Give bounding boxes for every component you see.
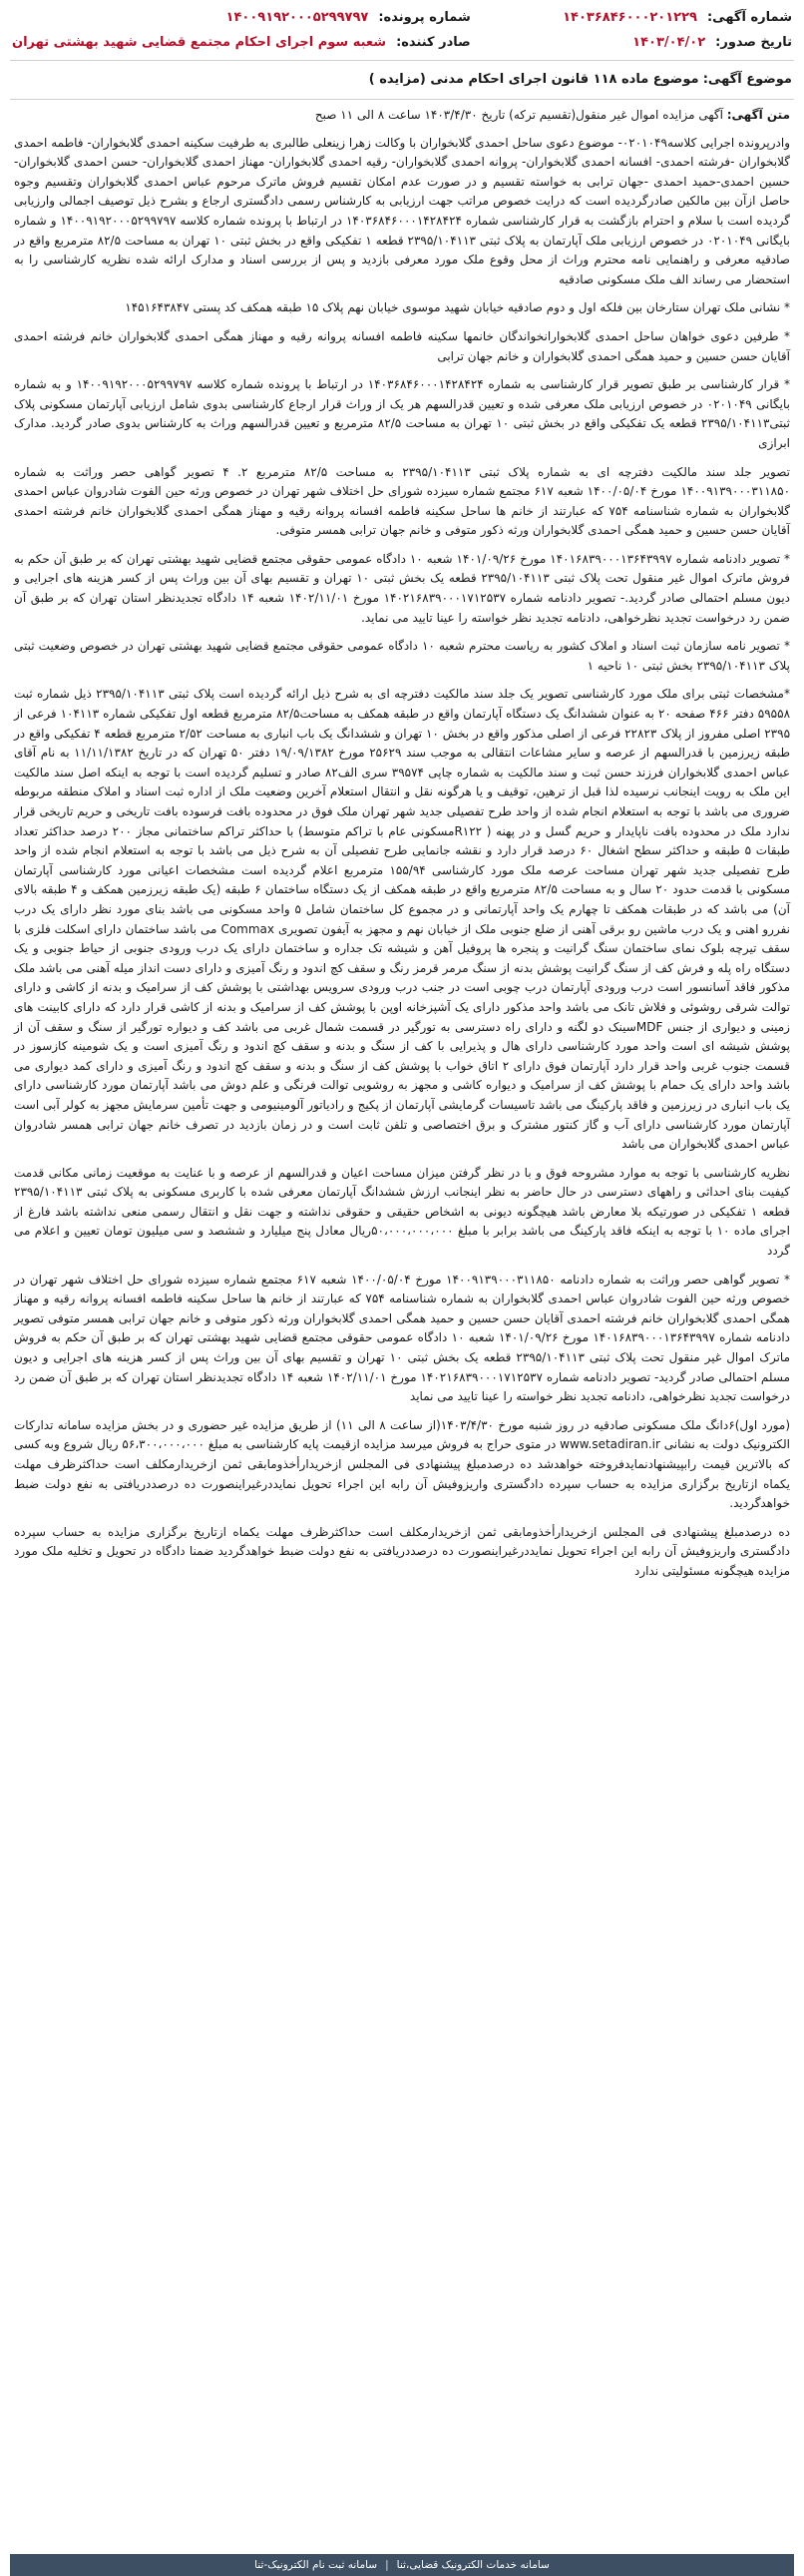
body-paragraph: * تصویر گواهی حصر وراثت به شماره دادنامه ۱۴۰۰۹۱۳۹۰۰۰۳۱۱۸۵۰ مورخ ۱۴۰۰/۰۵/۰۴ شعبه ۶۱۷ مجتمع شماره سیزده شورای حل اختلاف شهر تهران در خصوص ورثه حین الفوت شادروان عباس احمدی گلابخواران به شماره شناسنامه ۷۵۴ که عبارتند از خانم ها ساحل سکینه فاطمه افسانه پروانه رقیه و مهناز همگی احمدی گلابخواران خانم فرشته احمدی آقایان حسن حسین و حمید همگی احمدی گلابخواران ورثه ذکور متوفی و خانم جهان ترابی همسر متوفی تصویر دادنامه شماره ۱۴۰۱۶۸۳۹۰۰۰۱۳۶۴۳۹۹۷ مورخ ۱۴۰۱/۰۹/۲۶ شعبه ۱۰ دادگاه عمومی حقوقی مجتمع قضایی شهید بهشتی تهران که بر طبق آن حکم به فروش ماترک اموال غیر منقول تحت پلاک ثبتی ۲۳۹۵/۱۰۴۱۱۳ قطعه یک بخش ثبتی ۱۰ تهران و تقسیم بهای آن بین وراث پس از کسر هزینه های اجرایی و دیون مسلم احتمالی صادر گردید- تصویر دادنامه شماره ۱۴۰۲۱۶۸۳۹۰۰۰۱۷۱۲۵۳۷ مورخ ۱۴۰۲/۱۱/۰۱ شعبه ۱۴ دادگاه تجدیدنظر استان تهران که بر طبق آن ضمن رد درخواست تجدید نظرخواهی، دادنامه تجدید نظر خواسته را عینا تایید می نماید <box>14 1272 791 1404</box>
body-paragraph: ده درصدمبلغ پیشنهادی فی المجلس ازخریدارأخذومابقی ثمن ازخریدارمکلف است حداکثرظرف مهلت یکماه ازتاریخ برگزاری مزایده به حساب سپرده دادگستری واریزوفیش آن رابه این اجراء تحویل نمایددرغیراینصورت ده درصددریافتی به نفع دولت ضبط خواهدگردید ضمنا دادگاه در تحویل و تخلیه ملک مورد مزایده هیچگونه مسئولیتی ندارد <box>14 1524 790 1578</box>
notice-number-value: ۱۴۰۳۶۸۴۶۰۰۰۲۰۱۲۲۹ <box>563 10 697 25</box>
notice-subject <box>10 61 794 100</box>
issue-date-field <box>471 35 792 50</box>
body-lead <box>14 106 790 126</box>
body-lead-text: آگهی مزایده اموال غیر منقول(تقسیم ترکه) تاریخ ۱۴۰۳/۴/۳۰ ساعت ۸ الی ۱۱ صبح <box>314 108 723 122</box>
subject-text: موضوع ماده ۱۱۸ قانون اجرای احکام مدنی (مزایده ) <box>368 72 699 87</box>
body-paragraph: (مورد اول)۶دانگ ملک مسکونی صادقیه در روز شنبه مورخ ۱۴۰۳/۴/۳۰(از ساعت ۸ الی ۱۱) از طریق مزایده غیر حضوری و در بخش مزایده سامانه تدارکات الکترونیک دولت به نشانی www.setadiran.ir در متوی حراج به فروش میرسد مزایده ازقیمت پایه کارشناسی به مبلغ ۵۶،۳۰۰،۰۰۰،۰۰۰ ریال شروع وبه کسی که بالاترین قیمت رابپیشنهادنمایدفروخته خواهدشد ده درصدمبلغ پیشنهادی فی المجلس ازخریدارأخذومابقی ثمن ازخریدارمکلف است حداکثرظرف مهلت یکماه ازتاریخ برگزاری مزایده به حساب سپرده دادگستری واریزوفیش آن رابه این اجراء تحویل نمایددرغیراینصورت ده درصددریافتی به نفع دولت ضبط خواهدگردید. <box>14 1417 790 1511</box>
footer-link-sana-registration[interactable]: سامانه ثبت نام الکترونیک-ثنا <box>254 2559 378 2571</box>
body-paragraph: تصویر جلد سند مالکیت دفترچه ای به شماره پلاک ثبتی ۲۳۹۵/۱۰۴۱۱۳ به مساحت ۸۲/۵ مترمربع ۲. ۴ تصویر گواهی حصر وراثت به شماره ۱۴۰۰۹۱۳۹۰۰۰۳۱۱۸۵۰ مورخ ۱۴۰۰/۰۵/۰۴ شعبه ۶۱۷ مجتمع شماره سیزده شورای حل اختلاف شهر تهران در خصوص ورثه حین الفوت شادروان عباس احمدی گلابخواران به شماره شناسنامه ۷۵۴ که عبارتند از خانم ها ساحل سکینه فاطمه افسانه پروانه رقیه و مهناز همگی احمدی گلابخواران خانم فرشته احمدی آقایان حسن حسین و حمید همگی احمدی گلابخواران ورثه ذکور متوفی و خانم جهان ترابی همسر متوفی. <box>14 464 791 538</box>
subject-label: موضوع آگهی: <box>702 72 792 87</box>
issuer-label: صادر کننده: <box>396 35 471 50</box>
body-paragraph: * تصویر دادنامه شماره ۱۴۰۱۶۸۳۹۰۰۰۱۳۶۴۳۹۹۷ مورخ ۱۴۰۱/۰۹/۲۶ شعبه ۱۰ دادگاه عمومی حقوقی مجتمع قضایی شهید بهشتی تهران که بر طبق آن حکم به فروش ماترک اموال غیر منقول تحت پلاک ثبتی ۲۳۹۵/۱۰۴۱۱۳ قطعه یک بخش ثبتی ۱۰ تهران و تقسیم بهای آن بین وراث پس از کسر هزینه های اجرایی و دیون مسلم احتمالی صادر گردید.- تصویر دادنامه شماره ۱۴۰۲۱۶۸۳۹۰۰۰۱۷۱۲۵۳۷ مورخ ۱۴۰۲/۱۱/۰۱ شعبه ۱۴ دادگاه تجدیدنظر استان تهران که بر طبق آن ضمن رد درخواست تجدید نظرخواهی، دادنامه تجدید نظر خواسته را عینا تایید می نماید. <box>14 551 791 625</box>
page-footer <box>10 2554 794 2576</box>
footer-link-sana-services[interactable]: سامانه خدمات الکترونیک قضایی،ثنا <box>396 2559 550 2571</box>
case-number-value: ۱۴۰۰۹۱۹۲۰۰۰۵۲۹۹۷۹۷ <box>225 10 369 25</box>
footer-separator: | <box>385 2559 389 2571</box>
body-paragraph: وادرپرونده اجرایی کلاسه۰۲۰۱۰۴۹- موضوع دعوی ساحل احمدی گلابخواران با وکالت زهرا زینعلی طالبری به طرفیت سکینه احمدی گلابخواران- فاطمه احمدی گلابخواران -فرشته احمدی- افسانه احمدی گلابخواران- پروانه احمدی گلابخواران- رقیه احمدی گلابخواران- مهناز احمدی گلابخواران- حسن احمدی گلابخواران-حسین احمدی-حمید احمدی -جهان ترابی به خواسته تقسیم و در صورت عدم امکان تقسیم فروش ماترک مرحوم عباس احمدی گلابخواران وتقسیم وجوه حاصل ازآن بین مالکین صادرگردیده است که درایت خصوص مراتب جهت ارزیابی به کارشناس رسمی دادگستری ارجاع و بشرح ذیل توصیف اجمالی وارزیابی گردیده است با سلام و احترام بازگشت به قرار کارشناسی شماره ۱۴۰۳۶۸۴۶۰۰۰۱۴۲۸۴۲۴ در ارتباط با پرونده شماره کلاسه ۱۴۰۰۹۱۹۲۰۰۰۵۲۹۹۷۹۷ و شماره بایگانی ۰۲۰۱۰۴۹ در خصوص ارزیابی ملک آپارتمان به پلاک ثبتی ۲۳۹۵/۱۰۴۱۱۳ قطعه ۱ تفکیکی واقع در بخش ثبتی ۱۰ تهران به مساحت ۸۲/۵ مترمربع واقع در صادقیه معرفی و راهنمایی نامه محترم وراث از محل وقوع ملک مورد معرفی بازدید و پس از بررسی اسناد و مدارک ارائه شده نظریه کارشناسی را به استحضار می رساند الف ملک مسکونی صادقیه <box>14 135 791 286</box>
body-paragraph: * تصویر نامه سازمان ثبت اسناد و املاک کشور به ریاست محترم شعبه ۱۰ دادگاه عمومی حقوقی مجتمع قضایی شهید بهشتی تهران در خصوص وضعیت ثبتی پلاک ۲۳۹۵/۱۰۴۱۱۳ بخش ثبتی ۱۰ ناحیه ۱ <box>14 639 790 673</box>
issue-date-value: ۱۴۰۳/۰۴/۰۲ <box>632 35 706 50</box>
body-paragraph: نظریه کارشناسی با توجه به موارد مشروحه فوق و با در نظر گرفتن میزان مساحت اعیان و قدرالسهم از عرصه و با عنایت به موقعیت زمانی مکانی قدمت کیفیت بنای احداثی و راههای دسترسی در حال حاضر به نظر اینجانب ارزش ششدانگ آپارتمان معرفی شده با کاربری مسکونی به پلاک ثبتی ۲۳۹۵/۱۰۴۱۱۳ قطعه ۱ تفکیکی در صورتیکه بلا معارض باشد هیچگونه دیونی به اشخاص حقیقی و حقوقی نداشته و جهت نقل و انتقال رسمی منعی نداشته باشد فارغ از اجرای ماده ۱۰ با توجه به اینکه فاقد پارکینگ می باشد برابر با مبلغ ۵۰،۰۰۰،۰۰۰،۰۰۰ریال معادل پنج میلیارد و ششصد و سی میلیون تومان تعیین و اعلام می گردد <box>14 1165 790 1259</box>
notice-number-label: شماره آگهی: <box>706 10 792 25</box>
notice-number-field <box>471 10 792 25</box>
notice-body <box>10 100 794 2554</box>
case-number-label: شماره پرونده: <box>378 10 471 25</box>
body-paragraph: *مشخصات ثبتی برای ملک مورد کارشناسی تصویر یک جلد سند مالکیت دفترچه ای به شرح ذیل ارائه گردیده است پلاک ثبتی ۲۳۹۵/۱۰۴۱۱۳ ذیل شماره ثبت ۵۹۵۵۸ دفتر ۴۶۶ صفحه ۲۰ به عنوان ششدانگ یک دستگاه آپارتمان واقع در طبقه همکف به مساحت۸۲/۵ مترمربع قطعه اول تفکیکی شماره ۱۰۴۱۱۳ فرعی از ۲۳۹۵ اصلی مفروز از پلاک ۲۲۸۲۳ فرعی از اصلی مذکور واقع در بخش ۱۰ تهران و ششدانگ یک باب انباری به مساحت ۲/۵۲ مترمربع قطعه ۴ تفکیکی واقع در طبقه زیرزمین با قدرالسهم از عرصه و سایر مشاعات انتقالی به موجب سند ۲۵۶۲۹ مورخ ۱۹/۰۹/۱۳۸۲ دفتر ۵۰ تهران که در تاریخ ۱۱/۱۱/۱۳۸۲ به نام آقای عباس احمدی گلابخواران فرزند حسن ثبت و سند مالکیت به شماره چاپی ۳۹۵۷۴ سری الف۸۲ صادر و تسلیم گردیده است با توجه به اینکه اصل سند مالکیت این ملک به رویت اینجانب نرسیده لذا قبل از ترهین، توقیف و یا هرگونه نقل و انتقال استعلام آخرین وضعیت ملک از اداره ثبت اسناد و املاک منطقه مربوطه ضروری می باشد با توجه به استعلام انجام شده از واحد طرح تفصیلی جدید شهر تهران ملک فوق در محدوده بافت فرسوده بافت تاریخی و حریم تاریخی قرار ندارد ملک در محدوده بافت ناپایدار و حریم گسل و در پهنه ( R۱۲۲مسکونی عام با تراکم متوسط) با حداکثر تراکم ساختمانی مجاز ۲۰۰ درصد حداکثر تعداد طبقات ۵ طبقه و حداکثر سطح اشغال ۶۰ درصد قرار دارد و نقشه جانمایی طرح تفصیلی آن به شرح ذیل می باشد با توجه به استعلام انجام شده از واحد طرح تفصیلی جدید شهر تهران مساحت عرصه ملک مورد کارشناسی ۱۵۵/۹۴ مترمربع اعلام گردیده است مشخصات اعیانی مورد کارشناسی آپارتمان مسکونی با قدمت حدود ۲۰ سال و به مساحت ۸۲/۵ مترمربع واقع در طبقه همکف از یک دستگاه ساختمان ۶ طبقه (یک طبقه زیرزمین همکف و ۴ طبقه بالای آن) می باشد که در طبقات همکف تا چهارم یک واحد آپارتمانی و در مجموع کل ساختمان شامل ۵ واحد مسکونی می باشد بنای مورد نظر دارای یک درب نفررو اهنی و یک درب ماشین رو برقی آهنی از ضلع جنوبی ملک از خیابان نهم و مجهز به آیفون تصویری Commax می باشد ساختمان دارای اسکلت فلزی با سقف تیرچه بلوک نمای ساختمان سنگ گرانیت و پنجره ها پروفیل آهن و شیشه تک جداره و ساختمان دارای یک درب ورودی جنوبی از حیاط جنوبی و یک دستگاه راه پله و فرش کف از سنگ گرانیت پوشش بدنه از سنگ مرمر قرمز رنگ و سقف کچ اندود و رنگ آمیزی و دارای دست انداز میله آهنی می باشد ملک مذکور فاقد آسانسور است درب ورودی آپارتمان درب چوبی است در جنب درب ورودی سرویس بهداشتی با پوشش کف از سرامیک و بدنه از کاشی و دارای توالت شرقی روشوئی و فلاش تانک می باشد واحد مذکور دارای یک آشپزخانه اوپن با پوشش کف از سرامیک و بدنه از کاشی قرار دارد که دارای کابینت های زمینی و دیواری از جنس MDFسینک دو لگنه و دارای راه دسترسی به تورگیر در قسمت شمال غربی می باشد کف و دیواره تورگیر از سنگ و سقف آن از پوشش شیشه ای است واحد مورد کارشناسی دارای هال و پذیرایی با کف از سنگ و بدنه و سقف کچ اندود و رنگ آمیزی است و یک شومینه کازسوز در قسمت جنوب غربی واحد قرار دارد آپارتمان فوق دارای ۲ اتاق خواب با پوشش کف از سنگ و بدنه و سقف کچ اندود و رنگ آمیزی و دارای کمد دیواری می باشد واحد دارای یک حمام با پوشش کف از سرامیک و دیواره کاشی و مجهز به روشویی توالت فرنگی و علم دوش می باشد آپارتمان مورد کارشناسی دارای یک باب انباری در زیرزمین و فاقد پارکینگ می باشد تاسیسات گرمایشی آپارتمان از پکیج و رادیاتور آلومینیومی و جهت تأمین سرمایش مجهز به کولر آبی است آپارتمان مورد کارشناسی دارای آب و گاز کنتور مشترک و برق اختصاصی و تلفن ثابت است و در زمان بازدید در تصرف خانم جهان ترابی همسر شادروان عباس احمدی گلابخواران می باشد <box>14 687 791 1152</box>
issuer-value: شعبه سوم اجرای احکام مجتمع قضایی شهید بهشتی تهران <box>12 35 387 50</box>
body-paragraph: * طرفین دعوی خواهان ساحل احمدی گلابخوارانخواندگان خانمها سکینه فاطمه افسانه پروانه رقیه و مهناز همگی احمدی گلابخواران خانم فرشته احمدی آقایان حسن حسین و حمید همگی احمدی گلابخواران و خانم جهان ترابی <box>14 328 790 363</box>
issuer-field <box>12 35 471 50</box>
issue-date-label: تاریخ صدور: <box>715 35 792 50</box>
body-paragraph: * نشانی ملک تهران ستارخان بین فلکه اول و دوم صادقیه خیابان شهید موسوی خیابان نهم پلاک ۱۵ طبقه همکف کد پستی ۱۴۵۱۶۴۳۸۴۷ <box>125 300 790 315</box>
case-number-field <box>12 10 471 25</box>
notice-header <box>10 6 794 61</box>
body-lead-label: متن آگهی: <box>726 108 790 122</box>
body-paragraph: * قرار کارشناسی بر طبق تصویر قرار کارشناسی به شماره ۱۴۰۳۶۸۴۶۰۰۰۱۴۲۸۴۲۴ در ارتباط با پرونده شماره کلاسه ۱۴۰۰۹۱۹۲۰۰۰۵۲۹۹۷۹۷ و به شماره بایگانی ۰۲۰۱۰۴۹ در خصوص ارزیابی ملک معرفی شده و تعیین قدرالسهم هر یک از وراث قرار ارجاع کارشناسی بدوی شامل ارزیابی آپارتمان مسکونی پلاک ثبتی۲۳۹۵/۱۰۴۱۱۳ قطعه یک تفکیکی واقع در بخش ثبتی ۱۰ تهران به مساحت ۸۲/۵ مترمربع و تعیین قدرالسهم وراث به کارشناس بدوی صادر گردید. مدارک ابرازی <box>14 377 791 450</box>
